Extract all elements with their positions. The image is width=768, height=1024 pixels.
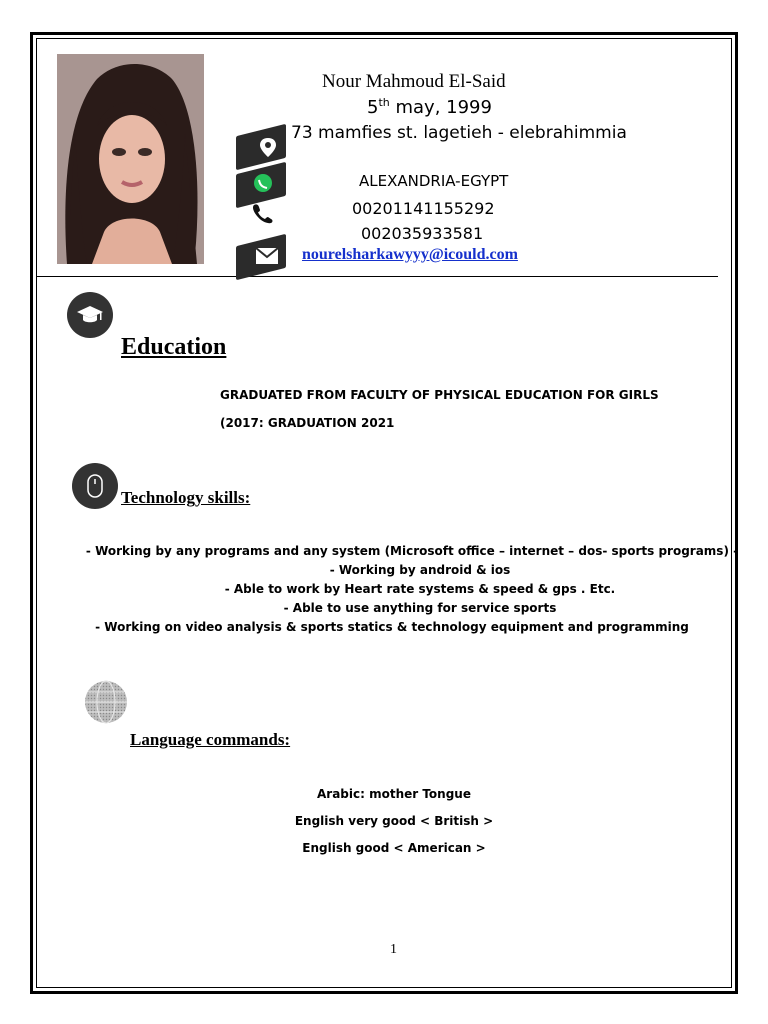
envelope-icon	[236, 234, 286, 280]
home-number: 002035933581	[361, 224, 484, 243]
mobile-number: 00201141155292	[352, 199, 495, 218]
city: ALEXANDRIA-EGYPT	[359, 172, 509, 190]
education-heading: Education	[121, 334, 227, 360]
skill-item: - Working by android & ios	[329, 563, 511, 577]
skill-item: - Working by any programs and any system (Microsoft office – internet – dos- sports programs) -	[85, 544, 739, 558]
phone-icon	[250, 202, 280, 224]
header-divider	[37, 276, 718, 277]
dob-suffix: th	[378, 96, 390, 109]
globe-icon	[84, 679, 128, 725]
education-line: (2017: GRADUATION 2021	[220, 416, 395, 430]
skill-item: - Able to work by Heart rate systems & speed & gps . Etc.	[224, 582, 616, 596]
mouse-icon	[72, 463, 118, 509]
date-of-birth	[367, 96, 492, 118]
skill-item: - Able to use anything for service sports	[283, 601, 557, 615]
full-name: Nour Mahmoud El-Said	[322, 71, 506, 92]
graduation-cap-icon	[67, 292, 113, 338]
language-item: English very good < British >	[294, 814, 494, 828]
language-item: Arabic: mother Tongue	[316, 787, 471, 801]
profile-photo	[57, 54, 204, 264]
technology-heading: Technology skills:	[121, 488, 251, 507]
email-link[interactable]: nourelsharkawyyy@icould.com	[302, 246, 518, 263]
page-number: 1	[390, 942, 397, 957]
dob-rest: may, 1999	[389, 97, 492, 118]
address: 73 mamfies st. lagetieh - elebrahimmia	[291, 123, 627, 143]
language-item: English good < American >	[302, 841, 486, 855]
education-line: GRADUATED FROM FACULTY OF PHYSICAL EDUCATION FOR GIRLS	[220, 388, 659, 402]
language-heading: Language commands:	[130, 730, 291, 749]
dob-day: 5	[367, 97, 379, 118]
skill-item: - Working on video analysis & sports statics & technology equipment and programming	[95, 620, 689, 634]
